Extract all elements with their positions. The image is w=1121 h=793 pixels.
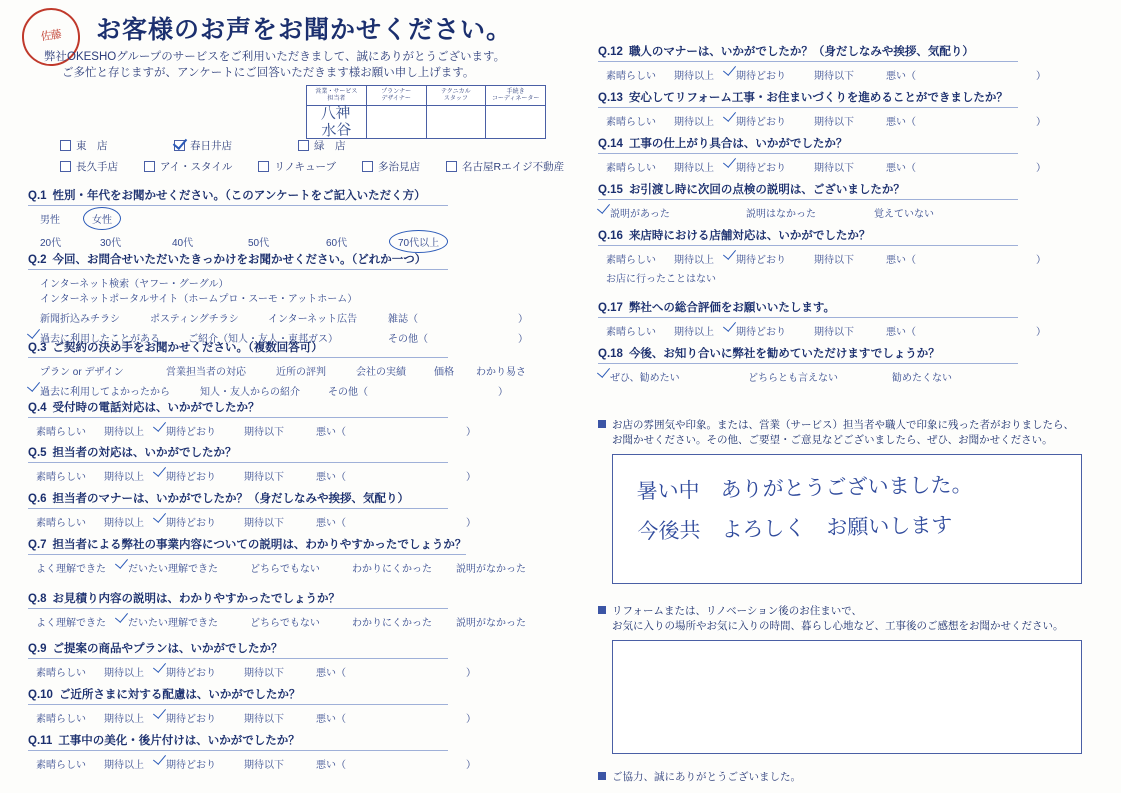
q18-option-neutral[interactable]: どちらとも言えない [748,373,838,384]
store-label: 名古屋Rエイジ不動産 [462,161,565,173]
handwritten-answer-1: 暑い中 ありがとうございました。 今後共 よろしく お願いします [636,472,973,544]
q15-options [610,205,1098,220]
q16-option-below[interactable]: 期待以下 [814,255,854,266]
store-checkbox-kasugai[interactable] [174,138,272,153]
free-text-box-2[interactable] [612,640,1082,754]
staff-value-planner [367,106,427,139]
q13-option-below[interactable]: 期待以下 [814,117,854,128]
q15-title: Q.15 お引渡し時に次回の点検の説明は、ございましたか？ [598,181,1018,200]
checkbox-icon[interactable] [258,161,269,172]
q11-option-below[interactable]: 期待以下 [244,760,284,771]
q4-option-below[interactable]: 期待以下 [244,427,284,438]
q16-options [606,251,1098,266]
q12-title: Q.12 職人のマナーは、いかがでしたか？（身だしなみや挨拶、気配り） [598,43,1018,62]
q10-option-above[interactable]: 期待以上 [104,714,144,725]
q8-options [36,614,548,629]
q3-option-good-before[interactable]: 過去に利用してよかったから [40,383,200,398]
q13-option-above[interactable]: 期待以上 [674,117,714,128]
q17-option-below[interactable]: 期待以下 [814,327,854,338]
question-q2 [28,250,548,345]
store-label: 長久手店 [76,161,118,173]
q2-options-row1 [40,275,548,305]
q16-option-above[interactable]: 期待以上 [674,255,714,266]
q4-options [36,423,548,438]
q9-title: Q.9 ご提案の商品やプランは、いかがでしたか？ [28,640,448,659]
q11-options [36,756,548,771]
checkbox-icon[interactable] [174,140,185,151]
q14-option-bad[interactable]: 悪い（ [886,163,916,174]
q14-title: Q.14 工事の仕上がり具合は、いかがでしたか？ [598,135,1018,154]
store-checkbox-nagakute[interactable] [60,159,118,174]
staff-header-technical: テクニカル スタッフ [427,86,487,106]
free-section-1-line1: お店の雰囲気や印象。または、営業（サービス）担当者や職人で印象に残った者がおりましたら、 [612,419,1074,431]
question-q4 [28,398,548,438]
staff-header-sales: 営業・サービス 担当者 [307,86,367,106]
q10-title: Q.10 ご近所さまに対する配慮は、いかがでしたか？ [28,686,448,705]
question-q11 [28,731,548,771]
q8-option-neutral[interactable]: どちらでもない [250,618,320,629]
checkbox-icon[interactable] [446,161,457,172]
question-q18 [598,344,1098,384]
q5-option-above[interactable]: 期待以上 [104,472,144,483]
q5-title: Q.5 担当者の対応は、いかがでしたか？ [28,444,448,463]
store-label: 緑 店 [314,140,346,152]
question-q1 [28,186,548,249]
staff-header-coordinator: 手続き コーディネーター [486,86,545,106]
q3-title: Q.3 ご契約の決め手をお聞かせください。（複数回答可） [28,339,448,358]
q1-option-20s[interactable]: 20代 [40,238,62,249]
store-checkbox-renocube[interactable] [258,159,336,174]
store-row-1 [60,138,530,153]
q1-options-row1 [40,211,548,226]
q10-option-as-expected[interactable]: 期待どおり [166,710,244,725]
q6-options [36,514,548,529]
question-q6 [28,489,548,529]
q16-option-as-expected[interactable]: 期待どおり [736,251,814,266]
staff-value-technical [427,106,487,139]
free-section-2-line1: リフォームまたは、リノベーション後のお住まいで、 [612,605,863,617]
q9-option-as-expected[interactable]: 期待どおり [166,664,244,679]
q3-options-row2 [40,383,548,398]
q11-title: Q.11 工事中の美化・後片付けは、いかがでしたか？ [28,732,448,751]
store-checkbox-nagoya-rage[interactable] [446,159,564,174]
free-section-1-heading [598,418,1098,448]
q17-option-above[interactable]: 期待以上 [674,327,714,338]
question-q15 [598,180,1098,220]
checkbox-icon[interactable] [60,161,71,172]
q2-option-net-ad[interactable]: インターネット広告 [268,314,358,325]
q2-options-row2 [40,310,548,325]
company-stamp: 佐藤 [18,4,84,70]
q13-options [606,113,1098,128]
q9-options [36,664,548,679]
q1-option-70s-plus[interactable]: 70代以上 [398,234,439,249]
q2-option-other[interactable]: その他（ [388,334,428,345]
q17-options [606,323,1098,338]
q3-option-price[interactable]: 価格 [434,367,454,378]
q17-option-bad-close: ） [1036,327,1046,338]
q12-option-excellent[interactable]: 素晴らしい [606,71,656,82]
q17-title: Q.17 弊社への総合評価をお願いいたします。 [598,299,1018,318]
staff-value-coordinator [486,106,545,139]
q3-option-plan-design[interactable]: プラン or デザイン [40,367,124,378]
q18-option-not-recommend[interactable]: 勧めたくない [892,373,952,384]
q5-options [36,468,548,483]
free-text-box-1[interactable] [612,454,1082,584]
q5-option-below[interactable]: 期待以下 [244,472,284,483]
question-q5 [28,443,548,483]
q8-option-well-understood[interactable]: よく理解できた [36,618,106,629]
q2-option-referral[interactable]: ご紹介（知人・友人・東邦ガス） [188,334,338,345]
q2-option-posting-flyer[interactable]: ポスティングチラシ [150,314,239,325]
bullet-square-icon [598,420,606,428]
question-q9 [28,639,548,679]
q15-option-not-explained[interactable]: 説明はなかった [746,209,816,220]
question-q17 [598,298,1098,338]
q10-option-bad[interactable]: 悪い（ [316,714,346,725]
q1-options-row2 [40,234,548,249]
q1-option-60s[interactable]: 60代 [326,238,348,249]
staff-table-header-row [307,86,545,106]
q7-option-hard-to-understand[interactable]: わかりにくかった [352,564,432,575]
checkbox-icon[interactable] [362,161,373,172]
staff-table-value-row [307,106,545,139]
q16-option-never-visited[interactable]: お店に行ったことはない [606,274,716,285]
q7-options [36,560,548,575]
question-q14 [598,134,1098,174]
q2-option-magazine[interactable]: 雑誌（ [388,314,418,325]
q3-option-track-record[interactable]: 会社の実績 [356,367,406,378]
q17-option-as-expected[interactable]: 期待どおり [736,323,814,338]
free-section-2-heading [598,604,1098,634]
q7-option-mostly-understood[interactable]: だいたい理解できた [128,560,250,575]
store-label: 春日井店 [190,140,232,152]
question-q13 [598,88,1098,128]
q15-option-dont-remember[interactable]: 覚えていない [874,209,934,220]
q4-option-as-expected[interactable]: 期待どおり [166,423,244,438]
free-section-1-line2: お聞かせください。その他、ご要望・ご意見などございましたら、ぜひ、お聞かせください。 [612,434,1053,447]
footer-thanks: ご協力、誠にありがとうございました。 [598,769,801,784]
bullet-square-icon [598,772,606,780]
store-label: 東 店 [76,140,108,152]
question-q3 [28,338,548,398]
q5-option-excellent[interactable]: 素晴らしい [36,472,86,483]
store-label: アイ・スタイル [160,161,233,173]
q10-option-below[interactable]: 期待以下 [244,714,284,725]
q6-option-as-expected[interactable]: 期待どおり [166,514,244,529]
q3-options-row1 [40,363,548,378]
q1-option-40s[interactable]: 40代 [172,238,194,249]
q2-option-used-before[interactable]: 過去に利用したことがある [40,330,188,345]
q8-title: Q.8 お見積り内容の説明は、わかりやすかったでしょうか？ [28,590,448,609]
q14-option-as-expected[interactable]: 期待どおり [736,159,814,174]
store-label: 多治見店 [378,161,420,173]
q14-option-below[interactable]: 期待以下 [814,163,854,174]
q1-option-50s[interactable]: 50代 [248,238,270,249]
q11-option-as-expected[interactable]: 期待どおり [166,756,244,771]
store-checkbox-group [60,138,565,180]
q9-option-below[interactable]: 期待以下 [244,668,284,679]
page-title: お客様のお声をお聞かせください。 [96,17,513,44]
q9-option-above[interactable]: 期待以上 [104,668,144,679]
q8-option-no-explanation[interactable]: 説明がなかった [456,618,526,629]
q9-option-bad[interactable]: 悪い（ [316,668,346,679]
bullet-square-icon [598,606,606,614]
q12-option-as-expected[interactable]: 期待どおり [736,67,814,82]
q16-extra-option-row [606,270,1098,285]
q8-option-mostly-understood[interactable]: だいたい理解できた [128,614,250,629]
right-column [560,0,1121,793]
q5-option-bad[interactable]: 悪い（ [316,472,346,483]
q13-option-as-expected[interactable]: 期待どおり [736,113,814,128]
checkbox-icon[interactable] [60,140,71,151]
q3-option-clarity[interactable]: わかり易さ [476,367,526,378]
checkbox-icon[interactable] [144,161,155,172]
q14-option-excellent[interactable]: 素晴らしい [606,163,656,174]
q18-option-definitely-recommend[interactable]: ぜひ、勧めたい [610,369,748,384]
q6-title: Q.6 担当者のマナーは、いかがでしたか？（身だしなみや挨拶、気配り） [28,490,448,509]
q6-option-bad[interactable]: 悪い（ [316,518,346,529]
q3-option-reputation[interactable]: 近所の評判 [276,367,326,378]
q3-option-other-close: ） [498,387,508,398]
lead-text-2: ご多忙と存じますが、アンケートにご回答いただきます様お願い申し上げます。 [62,67,475,79]
staff-header-planner: プランナー デザイナー [367,86,427,106]
q17-option-excellent[interactable]: 素晴らしい [606,327,656,338]
q1-option-male[interactable]: 男性 [40,215,60,226]
q12-option-bad[interactable]: 悪い（ [886,71,916,82]
staff-table [306,85,546,139]
question-q8 [28,589,548,629]
q3-option-other[interactable]: その他（ [328,387,368,398]
q11-option-bad-close: ） [466,760,476,771]
q16-title: Q.16 来店時における店舗対応は、いかがでしたか？ [598,227,1018,246]
q7-option-well-understood[interactable]: よく理解できた [36,564,106,575]
q6-option-below[interactable]: 期待以下 [244,518,284,529]
q16-option-bad[interactable]: 悪い（ [886,255,916,266]
q12-option-above[interactable]: 期待以上 [674,71,714,82]
store-row-2 [60,159,565,174]
q4-title: Q.4 受付時の電話対応は、いかがでしたか？ [28,399,448,418]
store-label: リノキューブ [274,161,336,173]
checkbox-icon[interactable] [298,140,309,151]
q2-option-magazine-close: ） [518,314,528,325]
q16-option-bad-close: ） [1036,255,1046,266]
q4-option-bad[interactable]: 悪い（ [316,427,346,438]
q12-options [606,67,1098,82]
q13-option-bad-close: ） [1036,117,1046,128]
q6-option-bad-close: ） [466,518,476,529]
q15-option-explained[interactable]: 説明があった [610,205,746,220]
q13-title: Q.13 安心してリフォーム工事・お住まいづくりを進めることができましたか？ [598,89,1018,108]
q12-option-bad-close: ） [1036,71,1046,82]
q3-option-friend-referral[interactable]: 知人・友人からの紹介 [200,387,300,398]
q18-options [610,369,1098,384]
q1-title: Q.1 性別・年代をお聞かせください。（このアンケートをご記入いただく方） [28,187,448,206]
q8-option-hard-to-understand[interactable]: わかりにくかった [352,618,432,629]
q7-option-no-explanation[interactable]: 説明がなかった [456,564,526,575]
question-q10 [28,685,548,725]
q17-option-bad[interactable]: 悪い（ [886,327,916,338]
store-checkbox-midori[interactable] [298,138,394,153]
q7-option-neutral[interactable]: どちらでもない [250,564,320,575]
q4-option-above[interactable]: 期待以上 [104,427,144,438]
q18-title: Q.18 今後、お知り合いに弊社を勧めていただけますでしょうか？ [598,345,1018,364]
q11-option-above[interactable]: 期待以上 [104,760,144,771]
q12-option-below[interactable]: 期待以下 [814,71,854,82]
q13-option-bad[interactable]: 悪い（ [886,117,916,128]
q9-option-excellent[interactable]: 素晴らしい [36,668,86,679]
q16-option-excellent[interactable]: 素晴らしい [606,255,656,266]
q2-option-net-search[interactable]: インターネット検索（ヤフー・グーグル） [40,279,229,290]
q6-option-above[interactable]: 期待以上 [104,518,144,529]
question-q7 [28,535,548,575]
store-checkbox-tajimi[interactable] [362,159,420,174]
store-checkbox-higashi[interactable] [60,138,148,153]
staff-value-sales: 八神 水谷 [307,106,367,139]
q11-option-bad[interactable]: 悪い（ [316,760,346,771]
q1-option-30s[interactable]: 30代 [100,238,122,249]
q1-option-female[interactable]: 女性 [92,211,112,226]
q4-option-bad-close: ） [466,427,476,438]
q2-title: Q.2 今回、お問合せいただいたきっかけをお聞かせください。（どれか一つ） [28,251,448,270]
q10-options [36,710,548,725]
q2-option-newspaper-flyer[interactable]: 新聞折込みチラシ [40,314,120,325]
q14-option-above[interactable]: 期待以上 [674,163,714,174]
free-section-2-line2: お気に入りの場所やお気に入りの時間、暮らし心地など、工事後のご感想をお聞かせください。 [612,620,1064,633]
q14-options [606,159,1098,174]
q10-option-bad-close: ） [466,714,476,725]
free-section-1 [598,418,1098,584]
q5-option-as-expected[interactable]: 期待どおり [166,468,244,483]
question-q12 [598,42,1098,82]
q2-option-portal[interactable]: インターネットポータルサイト（ホームプロ・スーモ・アットホーム） [40,294,358,305]
q2-option-other-close: ） [518,334,528,345]
q11-option-excellent[interactable]: 素晴らしい [36,760,86,771]
lead-text-1: 弊社OKESHOグループのサービスをご利用いただきまして、誠にありがとうございます。 [44,51,506,63]
q6-option-excellent[interactable]: 素晴らしい [36,518,86,529]
q5-option-bad-close: ） [466,472,476,483]
question-q16 [598,226,1098,285]
free-section-2 [598,604,1098,754]
q4-option-excellent[interactable]: 素晴らしい [36,427,86,438]
q9-option-bad-close: ） [466,668,476,679]
q13-option-excellent[interactable]: 素晴らしい [606,117,656,128]
q10-option-excellent[interactable]: 素晴らしい [36,714,86,725]
q7-title: Q.7 担当者による弊社の事業内容についての説明は、わかりやすかったでしょうか？ [28,536,466,555]
store-checkbox-istyle[interactable] [144,159,232,174]
q3-option-sales-response[interactable]: 営業担当者の対応 [166,367,246,378]
q14-option-bad-close: ） [1036,163,1046,174]
